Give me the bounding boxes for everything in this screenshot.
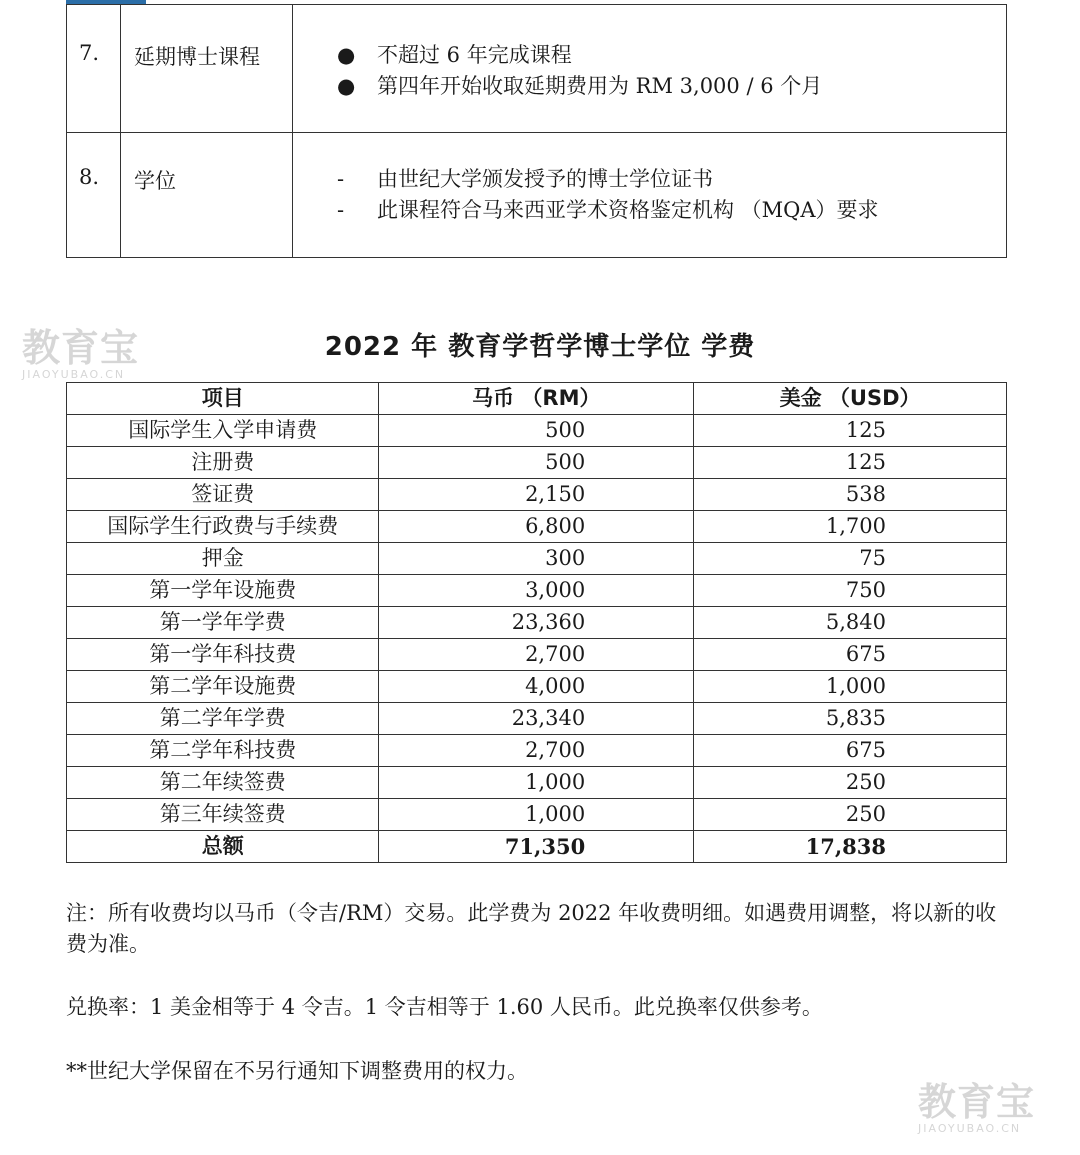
detail-item: ● 第四年开始收取延期费用为 RM 3,000 / 6 个月 (337, 71, 822, 102)
item-cell: 押金 (67, 543, 379, 575)
rm-cell: 2,150 (379, 479, 694, 511)
usd-cell: 5,840 (694, 607, 1007, 639)
item-cell: 第一学年设施费 (67, 575, 379, 607)
detail-item: ● 不超过 6 年完成课程 (337, 40, 822, 71)
bullet-marker: ● (337, 43, 356, 67)
table-row (67, 415, 1007, 447)
usd-cell: 250 (694, 799, 1007, 831)
table-row (67, 767, 1007, 799)
row-title: 延期博士课程 (134, 45, 260, 69)
item-cell: 第二年续签费 (67, 767, 379, 799)
table-header-row (67, 383, 1007, 415)
row-details (337, 40, 822, 102)
usd-cell: 250 (694, 767, 1007, 799)
usd-cell: 538 (694, 479, 1007, 511)
table-row (67, 575, 1007, 607)
info-row (67, 132, 1006, 258)
detail-item: - 此课程符合马来西亚学术资格鉴定机构 （MQA）要求 (337, 195, 879, 226)
rm-cell: 1,000 (379, 799, 694, 831)
item-cell: 第二学年科技费 (67, 735, 379, 767)
dash-marker: - (337, 167, 345, 191)
bullet-marker: ● (337, 74, 356, 98)
item-cell: 签证费 (67, 479, 379, 511)
fee-note: 注：所有收费均以马币（令吉/RM）交易。此学费为 2022 年收费明细。如遇费用调整，将以新的收费为准。 (66, 901, 997, 956)
rm-cell: 4,000 (379, 671, 694, 703)
usd-cell: 125 (694, 447, 1007, 479)
usd-cell: 125 (694, 415, 1007, 447)
usd-cell: 17,838 (694, 831, 1007, 863)
fee-table (66, 382, 1007, 863)
item-cell: 国际学生入学申请费 (67, 415, 379, 447)
usd-cell: 675 (694, 639, 1007, 671)
watermark-logo: 教育宝 JIAOYUBAO.CN (918, 1080, 1036, 1135)
exchange-rate-note: 兑换率：1 美金相等于 4 令吉。1 令吉相等于 1.60 人民币。此兑换率仅供参考。 (66, 995, 823, 1019)
table-row (67, 671, 1007, 703)
row-details (337, 164, 879, 226)
row-number: 7. (79, 41, 100, 65)
dash-marker: - (337, 198, 345, 222)
table-row (67, 735, 1007, 767)
table-row (67, 511, 1007, 543)
usd-cell: 75 (694, 543, 1007, 575)
usd-cell: 750 (694, 575, 1007, 607)
rm-cell: 6,800 (379, 511, 694, 543)
rm-cell: 2,700 (379, 639, 694, 671)
item-cell: 第二学年学费 (67, 703, 379, 735)
item-cell: 第三年续签费 (67, 799, 379, 831)
disclaimer-note: **世纪大学保留在不另行通知下调整费用的权力。 (66, 1059, 528, 1083)
item-cell: 注册费 (67, 447, 379, 479)
detail-item: - 由世纪大学颁发授予的博士学位证书 (337, 164, 879, 195)
rm-cell: 71,350 (379, 831, 694, 863)
rm-cell: 2,700 (379, 735, 694, 767)
usd-cell: 5,835 (694, 703, 1007, 735)
rm-cell: 23,360 (379, 607, 694, 639)
fee-table-title: 2022 年 教育学哲学博士学位 学费 (324, 332, 756, 362)
header-usd: 美金 （USD） (694, 383, 1007, 415)
usd-cell: 675 (694, 735, 1007, 767)
rm-cell: 3,000 (379, 575, 694, 607)
table-row (67, 479, 1007, 511)
table-row (67, 703, 1007, 735)
item-cell: 第一学年科技费 (67, 639, 379, 671)
info-row (67, 5, 1006, 133)
watermark-logo: 教育宝 JIAOYUBAO.CN (22, 326, 140, 381)
item-cell: 第二学年设施费 (67, 671, 379, 703)
header-item: 项目 (67, 383, 379, 415)
table-row (67, 607, 1007, 639)
rm-cell: 23,340 (379, 703, 694, 735)
program-info-table (66, 4, 1007, 258)
table-row (67, 543, 1007, 575)
rm-cell: 1,000 (379, 767, 694, 799)
total-row (67, 831, 1007, 863)
table-row (67, 447, 1007, 479)
item-cell: 总额 (67, 831, 379, 863)
row-title: 学位 (134, 169, 176, 193)
rm-cell: 300 (379, 543, 694, 575)
usd-cell: 1,700 (694, 511, 1007, 543)
table-row (67, 639, 1007, 671)
rm-cell: 500 (379, 447, 694, 479)
item-cell: 第一学年学费 (67, 607, 379, 639)
header-rm: 马币 （RM） (379, 383, 694, 415)
table-row (67, 799, 1007, 831)
usd-cell: 1,000 (694, 671, 1007, 703)
rm-cell: 500 (379, 415, 694, 447)
item-cell: 国际学生行政费与手续费 (67, 511, 379, 543)
row-number: 8. (79, 165, 100, 189)
